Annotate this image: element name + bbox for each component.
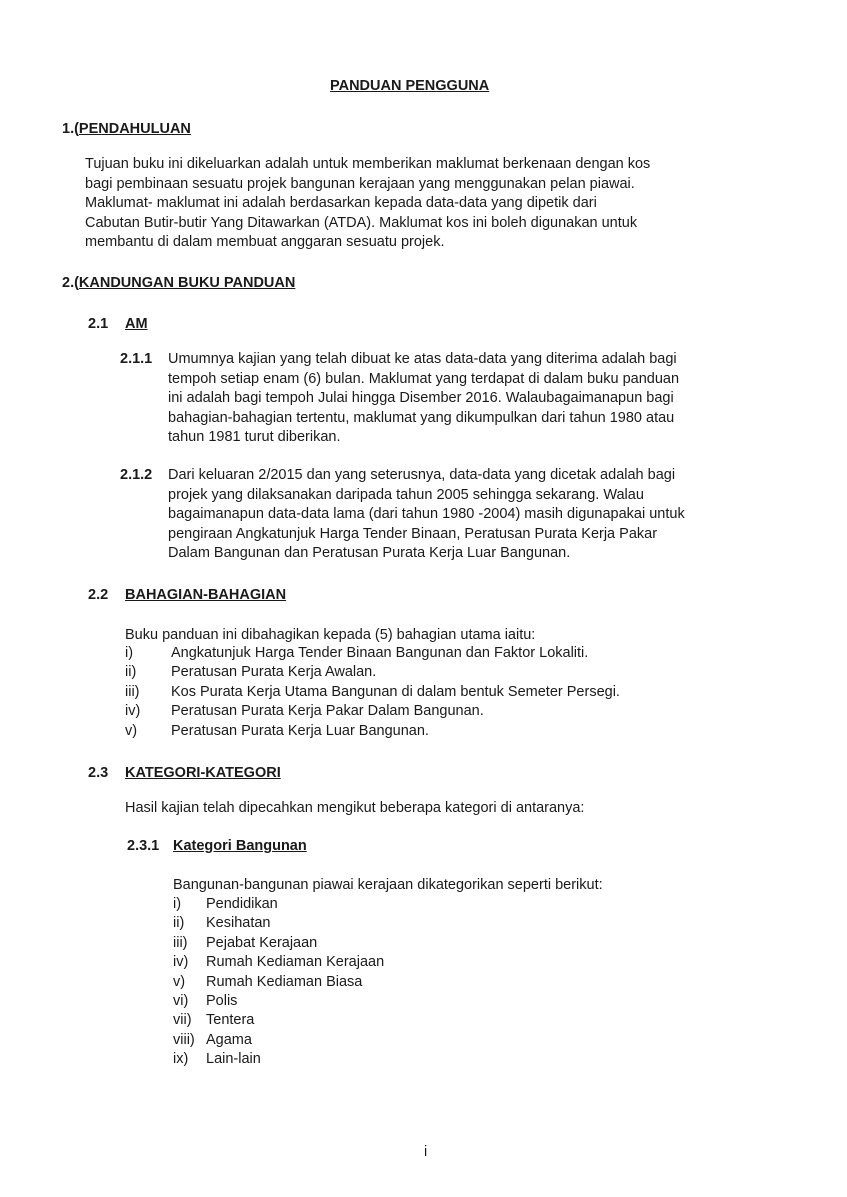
paragraph-line: pengiraan Angkatunjuk Harga Tender Binaan, Peratusan Purata Kerja Pakar bbox=[168, 525, 658, 542]
list-item-number: vii) bbox=[173, 1012, 192, 1029]
paragraph-line: Maklumat- maklumat ini adalah berdasarkan kepada data-data yang dipetik dari bbox=[85, 195, 597, 212]
subsection-2-1-2-number: 2.1.2 bbox=[120, 467, 153, 483]
list-item-number: vi) bbox=[173, 992, 189, 1009]
paragraph-line: Tujuan buku ini dikeluarkan adalah untuk memberikan maklumat berkenaan dengan kos bbox=[85, 156, 651, 172]
paragraph-line: bagaimanapun data-data lama (dari tahun 1980 -2004) masih digunapakai untuk bbox=[168, 506, 685, 523]
paragraph-line: ini adalah bagi tempoh Julai hingga Disember 2016. Walaubagaimanapun bagi bbox=[168, 390, 674, 407]
list-item-text: Rumah Kediaman Biasa bbox=[206, 973, 363, 990]
list-item bbox=[173, 935, 573, 954]
section-2-number: 2.( bbox=[62, 275, 79, 291]
section-2-1-title: AM bbox=[125, 316, 148, 332]
building-category-list bbox=[173, 896, 573, 1071]
list-item-number: iv) bbox=[173, 954, 189, 971]
section-2-2-title: BAHAGIAN-BAHAGIAN bbox=[125, 587, 287, 603]
paragraph-line: Umumnya kajian yang telah dibuat ke atas data-data yang diterima adalah bagi bbox=[168, 351, 677, 367]
section-2-2-intro: Buku panduan ini dibahagikan kepada (5) bahagian utama iaitu: bbox=[125, 627, 536, 643]
list-item bbox=[173, 896, 573, 915]
list-item-text: Pendidikan bbox=[206, 896, 278, 912]
paragraph-line: tahun 1981 turut diberikan. bbox=[168, 429, 341, 446]
section-1-number: 1.( bbox=[62, 121, 79, 137]
list-item-text: Tentera bbox=[206, 1012, 255, 1029]
list-item bbox=[125, 684, 745, 703]
list-item-text: Peratusan Purata Kerja Luar Bangunan. bbox=[171, 722, 429, 739]
list-item bbox=[125, 664, 745, 683]
list-item-number: ix) bbox=[173, 1051, 189, 1068]
subsection-2-3-1-heading bbox=[127, 838, 307, 854]
list-item-number: iii) bbox=[173, 934, 188, 951]
document-title: PANDUAN PENGGUNA bbox=[330, 78, 490, 94]
paragraph-line: membantu di dalam membuat anggaran sesuatu projek. bbox=[85, 234, 445, 251]
subsection-2-1-1-number: 2.1.1 bbox=[120, 351, 153, 367]
section-2-2-heading bbox=[88, 587, 286, 603]
list-item-text: Rumah Kediaman Kerajaan bbox=[206, 954, 385, 971]
section-1-title: PENDAHULUAN bbox=[78, 121, 191, 137]
list-item-number: v) bbox=[125, 722, 138, 739]
subsection-2-1-1 bbox=[120, 350, 750, 450]
section-2-3-number: 2.3 bbox=[88, 765, 109, 781]
paragraph-line: projek yang dilaksanakan daripada tahun 2005 sehingga sekarang. Walau bbox=[168, 486, 644, 503]
section-2-1-number: 2.1 bbox=[88, 316, 109, 332]
list-item-number: ii) bbox=[173, 915, 185, 932]
subsection-2-3-1-number: 2.3.1 bbox=[127, 838, 160, 854]
paragraph-line: tempoh setiap enam (6) bulan. Maklumat yang terdapat di dalam buku panduan bbox=[168, 370, 680, 387]
section-2-3-intro: Hasil kajian telah dipecahkan mengikut beberapa kategori di antaranya: bbox=[125, 800, 585, 816]
paragraph-line: Cabutan Butir-butir Yang Ditawarkan (ATDA). Maklumat kos ini boleh digunakan untuk bbox=[85, 214, 638, 231]
list-item-text: Lain-lain bbox=[206, 1051, 261, 1068]
list-item-text: Peratusan Purata Kerja Pakar Dalam Bangunan. bbox=[171, 703, 484, 720]
list-item-text: Angkatunjuk Harga Tender Binaan Bangunan dan Faktor Lokaliti. bbox=[171, 645, 589, 661]
list-item bbox=[173, 915, 573, 934]
section-2-heading bbox=[62, 275, 295, 291]
list-item-text: Agama bbox=[206, 1031, 252, 1048]
section-2-title: KANDUNGAN BUKU PANDUAN bbox=[78, 275, 296, 291]
list-item-number: i) bbox=[125, 645, 134, 661]
list-item bbox=[125, 703, 745, 722]
subsection-2-3-1-intro: Bangunan-bangunan piawai kerajaan dikategorikan seperti berikut: bbox=[173, 877, 603, 893]
list-item bbox=[173, 974, 573, 993]
subsection-2-3-1-title: Kategori Bangunan bbox=[173, 838, 307, 854]
list-item bbox=[125, 723, 745, 742]
list-item bbox=[173, 954, 573, 973]
list-item-text: Kos Purata Kerja Utama Bangunan di dalam bentuk Semeter Persegi. bbox=[171, 683, 620, 700]
subsection-2-1-2-text bbox=[168, 466, 748, 564]
subsection-2-1-2 bbox=[120, 466, 750, 566]
list-item-number: iv) bbox=[125, 703, 141, 720]
section-2-1-heading bbox=[88, 316, 148, 332]
section-1-heading bbox=[62, 121, 191, 137]
section-2-3-title: KATEGORI-KATEGORI bbox=[125, 765, 281, 781]
list-item bbox=[173, 1012, 573, 1031]
paragraph-line: bahagian-bahagian tertentu, maklumat yang dikumpulkan dari tahun 1980 atau bbox=[168, 409, 675, 426]
paragraph-line: bagi pembinaan sesuatu projek bangunan kerajaan yang menggunakan pelan piawai. bbox=[85, 175, 635, 192]
list-item-number: viii) bbox=[173, 1031, 195, 1048]
list-item-number: v) bbox=[173, 973, 186, 990]
list-item bbox=[173, 1051, 573, 1070]
list-item-number: ii) bbox=[125, 664, 137, 681]
section-2-3-heading bbox=[88, 765, 281, 781]
list-item-text: Polis bbox=[206, 992, 238, 1009]
paragraph-line: Dalam Bangunan dan Peratusan Purata Kerja Luar Bangunan. bbox=[168, 545, 571, 562]
list-item bbox=[125, 645, 745, 664]
list-item bbox=[173, 993, 573, 1012]
section-2-2-number: 2.2 bbox=[88, 587, 109, 603]
section-2-2-list bbox=[125, 645, 745, 742]
list-item-number: iii) bbox=[125, 683, 140, 700]
list-item-text: Peratusan Purata Kerja Awalan. bbox=[171, 664, 377, 681]
list-item bbox=[173, 1032, 573, 1051]
list-item-text: Kesihatan bbox=[206, 915, 271, 932]
list-item-text: Pejabat Kerajaan bbox=[206, 934, 318, 951]
paragraph-line: Dari keluaran 2/2015 dan yang seterusnya, data-data yang dicetak adalah bagi bbox=[168, 467, 676, 483]
page-number: i bbox=[424, 1144, 428, 1160]
section-1-paragraph bbox=[85, 155, 745, 253]
subsection-2-1-1-text bbox=[168, 350, 748, 448]
list-item-number: i) bbox=[173, 896, 182, 912]
